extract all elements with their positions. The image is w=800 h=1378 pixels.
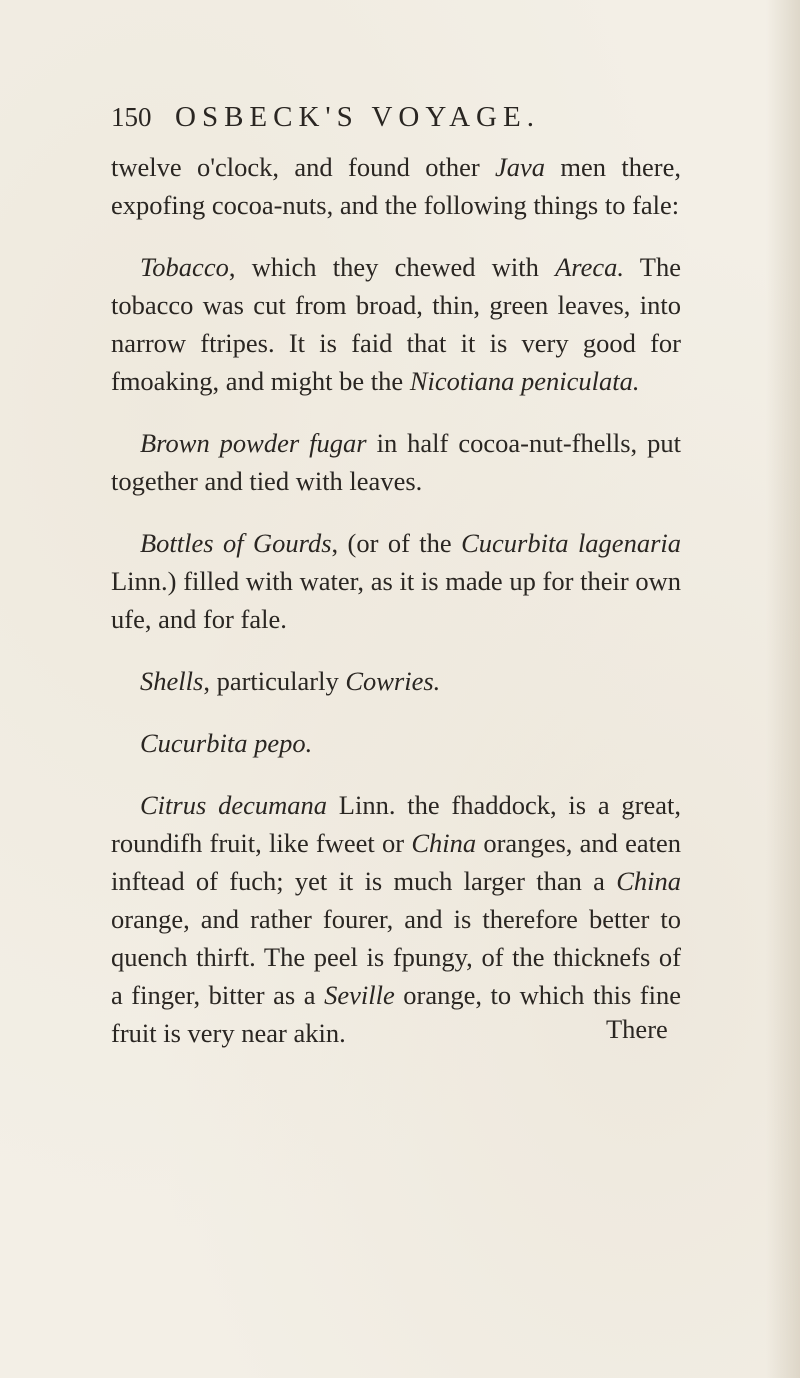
italic-segment: Cowries. [345, 666, 441, 696]
italic-segment: Bottles of Gourds [140, 528, 332, 558]
italic-segment: Java [495, 152, 546, 182]
paragraph-citrus [111, 786, 681, 1052]
text-segment: men there, expofing cocoa-nuts, and the following things to fale: [111, 152, 681, 220]
body-text [111, 148, 681, 1052]
paragraph-intro [111, 148, 681, 224]
text-segment: , particularly [203, 666, 346, 696]
paragraph-tobacco [111, 248, 681, 400]
paragraph-cucurbita [111, 724, 681, 762]
paragraph-shells [111, 662, 681, 700]
italic-segment: Citrus decumana [140, 790, 327, 820]
text-segment: twelve o'clock, and found other [111, 152, 496, 182]
italic-segment: China [616, 866, 681, 896]
text-segment: in half cocoa-nut-fhells, put together and tied with leaves. [111, 428, 681, 496]
text-segment: , (or of the [331, 528, 462, 558]
paragraph-sugar [111, 424, 681, 500]
italic-segment: Seville [324, 980, 395, 1010]
catchword: There [606, 1014, 668, 1044]
text-segment: orange, and rather fourer, and is therefore better to quench thirft. The peel is fpungy, of the thicknefs of a finger, bitter as a [111, 904, 681, 1010]
italic-segment: Areca. [555, 252, 625, 282]
italic-segment: Nicotiana peniculata. [409, 366, 640, 396]
page-edge-shadow [766, 0, 800, 1378]
text-segment: orange, to which this fine fruit is very near akin. [111, 980, 681, 1048]
italic-segment: Tobacco [140, 252, 229, 282]
text-segment: Linn. the fhaddock, is a great, roundifh fruit, like fweet or [111, 790, 682, 858]
paragraph-gourds [111, 524, 681, 638]
running-title: OSBECK'S VOYAGE. [175, 101, 540, 133]
text-segment: , which they chewed with [228, 252, 556, 282]
italic-segment: Cucurbita lagenaria [461, 528, 681, 558]
text-segment: oranges, and eaten inftead of fuch; yet it is much larger than a [111, 828, 682, 896]
text-segment: Linn.) filled with water, as it is made up for their own ufe, and for fale. [111, 566, 681, 634]
italic-segment: Cucurbita pepo. [140, 728, 313, 758]
running-head [111, 100, 540, 134]
italic-segment: Brown powder fugar [140, 428, 367, 458]
italic-segment: Shells [140, 666, 204, 696]
italic-segment: China [411, 828, 477, 858]
text-segment: The tobacco was cut from broad, thin, green leaves, into narrow ftripes. It is faid that it is very good for fmoaking, and might be the [111, 252, 681, 396]
page-number: 150 [111, 102, 152, 132]
